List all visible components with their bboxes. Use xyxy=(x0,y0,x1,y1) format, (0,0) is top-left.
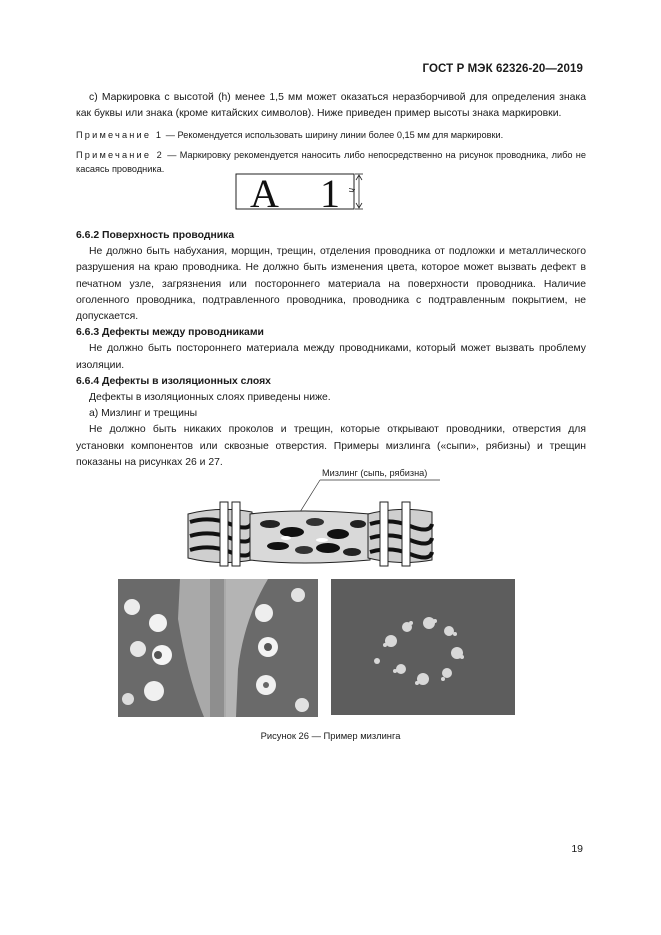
section-6-6-4-text: Не должно быть никаких проколов и трещин, которые открывают проводники, отверстия для установки компонентов или сквозные отверстия. Примеры мизлинга («сыпи», рябизны) и трещин показаны на рисунках 26 и 27. xyxy=(76,424,586,468)
measling-callout-label: Мизлинг (сыпь, рябизна) xyxy=(322,468,428,478)
note-2-label: Примечание 2 xyxy=(76,150,164,161)
via-hole xyxy=(130,641,146,657)
section-6-6-4-heading: 6.6.4 Дефекты в изоляционных слоях xyxy=(76,375,271,387)
note-2-text: — Маркировку рекомендуется наносить либо непосредственно на рисунок проводника, либо не касаясь проводника. xyxy=(76,150,586,175)
via-hole xyxy=(255,604,273,622)
note-1-text: — Рекомендуется использовать ширину линии более 0,15 мм для маркировки. xyxy=(163,130,504,141)
marking-height-diagram xyxy=(235,172,375,214)
marking-char-1: 1 xyxy=(320,172,340,214)
via-hole xyxy=(124,599,140,615)
item-c-paragraph: c) Маркировка с высотой (h) менее 1,5 мм может оказаться неразборчивой для определения знака как буквы или знака (кроме китайских символов). Ниже приведен пример высоты знака маркировки. xyxy=(76,92,586,120)
section-6-6-3-heading: 6.6.3 Дефекты между проводниками xyxy=(76,327,264,339)
via-hole xyxy=(122,693,134,705)
dimension-h-label: h xyxy=(347,188,356,193)
document-header: ГОСТ Р МЭК 62326-20—2019 xyxy=(422,63,583,75)
via-hole xyxy=(295,698,309,712)
right-laminate-section xyxy=(368,502,432,566)
via-hole xyxy=(144,681,164,701)
measling-region xyxy=(250,511,370,563)
note-1 xyxy=(76,128,586,142)
section-6-6-2-text: Не должно быть набухания, морщин, трещин, отделения проводника от подложки и металлического разрушения на краю проводника. Не должно быть изменения цвета, которое может вызвать дефект в печатном узле, загрязнения или постороннего материала на поверхности проводника. Наличие оголенного проводника, подтравленного проводника, проводника с подтравленным покрытием, не допускается. xyxy=(76,246,586,323)
left-laminate-section xyxy=(188,502,252,566)
via-hole xyxy=(291,588,305,602)
section-6-6-2-heading: 6.6.2 Поверхность проводника xyxy=(76,230,235,241)
measling-photo-board xyxy=(118,579,318,717)
note-1-label: Примечание 1 xyxy=(76,130,164,141)
section-6-6-4-intro: Дефекты в изоляционных слоях приведены ниже. xyxy=(89,392,331,404)
intro-block xyxy=(76,90,586,176)
marking-char-a: A xyxy=(250,172,279,214)
via-hole xyxy=(149,614,167,632)
section-6-6-3-text: Не должно быть постороннего материала между проводниками, который может вызвать проблему изоляции. xyxy=(76,343,586,371)
figure-caption: Рисунок 26 — Пример мизлинга xyxy=(260,730,401,741)
sections-block xyxy=(76,228,586,471)
measling-cross-section-drawing xyxy=(180,462,445,572)
item-a: а) Мизлинг и трещины xyxy=(89,408,198,420)
measling-photo-ring xyxy=(331,579,515,715)
page-number: 19 xyxy=(571,843,583,855)
